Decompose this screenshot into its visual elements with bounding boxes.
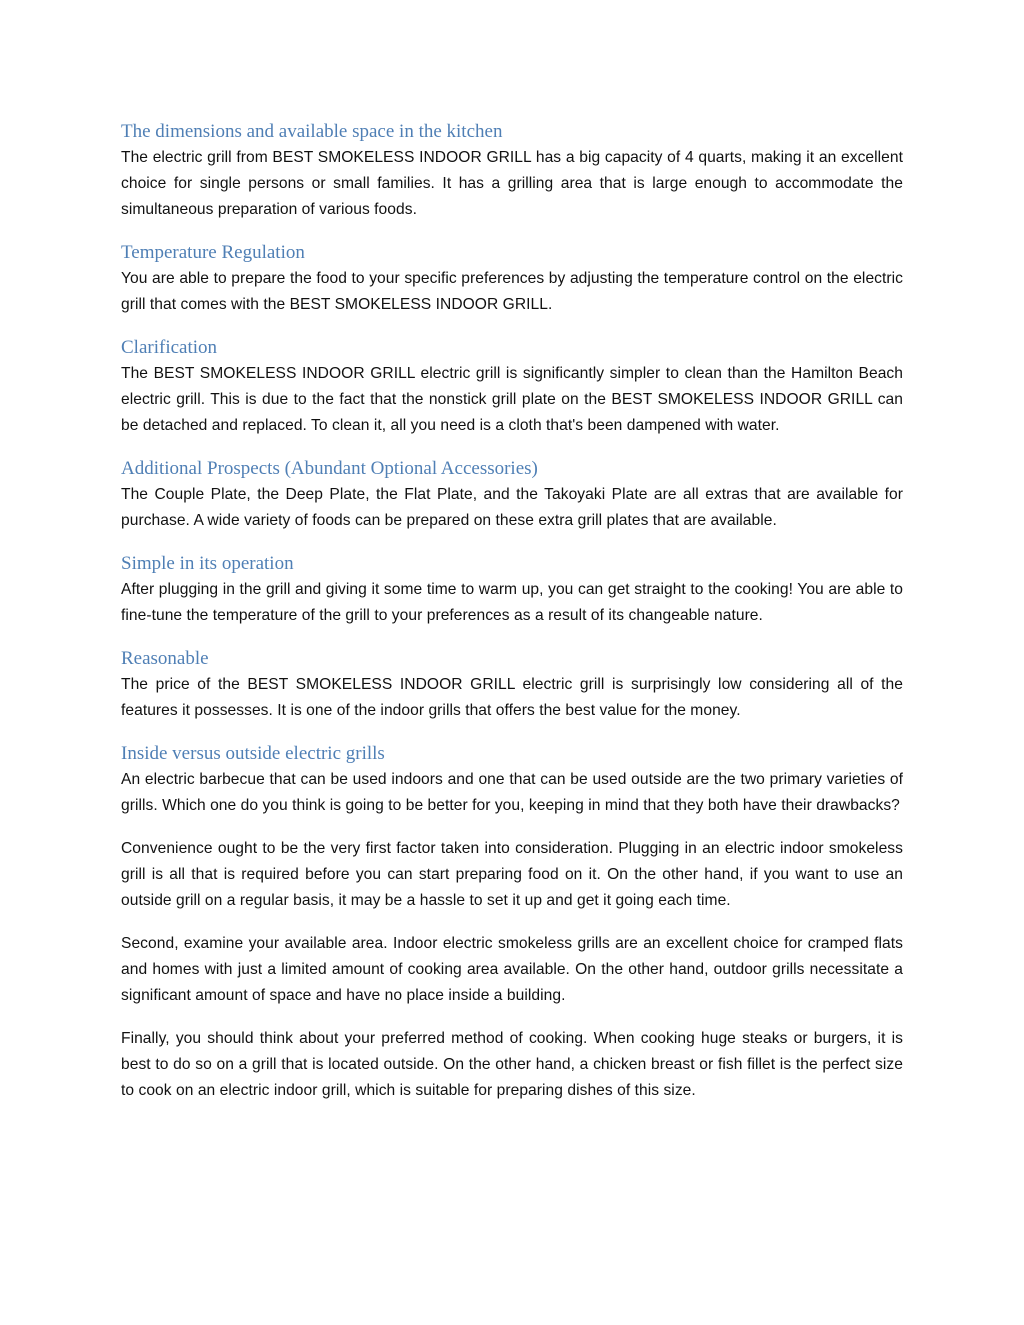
section-paragraph: The electric grill from BEST SMOKELESS INDOOR GRILL has a big capacity of 4 quarts, making it an excellent choice for single persons or small families. It has a grilling area that is large enough to accommodate the simultaneous preparation of various foods. [121,149,903,218]
section-paragraph: After plugging in the grill and giving it some time to warm up, you can get straight to the cooking! You are able to fine-tune the temperature of the grill to your preferences as a result of its changeable nature. [121,581,903,624]
section-paragraph: Convenience ought to be the very first factor taken into consideration. Plugging in an electric indoor smokeless grill is all that is required before you can start preparing food on it. On the other hand, if you want to use an outside grill on a regular basis, it may be a hassle to set it up and get it going each time. [121,840,903,909]
section-paragraph: Finally, you should think about your preferred method of cooking. When cooking huge steaks or burgers, it is best to do so on a grill that is located outside. On the other hand, a chicken breast or fish fillet is the perfect size to cook on an electric indoor grill, which is suitable for preparing dishes of this size. [121,1030,903,1099]
section-paragraph: You are able to prepare the food to your specific preferences by adjusting the temperature control on the electric grill that comes with the BEST SMOKELESS INDOOR GRILL. [121,270,903,313]
section-paragraph: Second, examine your available area. Indoor electric smokeless grills are an excellent choice for cramped flats and homes with just a limited amount of cooking area available. On the other hand, outdoor grills necessitate a significant amount of space and have no place inside a building. [121,935,903,1004]
section-simple-operation [121,551,903,629]
section-heading: Simple in its operation [121,553,294,574]
section-heading: The dimensions and available space in the kitchen [121,121,503,142]
section-temperature-regulation [121,240,903,318]
section-paragraph: An electric barbecue that can be used indoors and one that can be used outside are the two primary varieties of grills. Which one do you think is going to be better for you, keeping in mind that they both have their drawbacks? [121,771,903,814]
section-paragraph: The price of the BEST SMOKELESS INDOOR GRILL electric grill is surprisingly low considering all of the features it possesses. It is one of the indoor grills that offers the best value for the money. [121,676,903,719]
section-inside-vs-outside [121,741,903,1104]
section-heading: Clarification [121,337,218,358]
document-page [121,119,903,1104]
section-kitchen-dimensions [121,119,903,223]
section-heading: Reasonable [121,648,209,669]
section-heading: Additional Prospects (Abundant Optional Accessories) [121,458,538,479]
section-heading: Temperature Regulation [121,242,305,263]
section-heading: Inside versus outside electric grills [121,743,385,764]
section-clarification [121,335,903,439]
section-additional-prospects [121,456,903,534]
section-reasonable [121,646,903,724]
section-paragraph: The BEST SMOKELESS INDOOR GRILL electric grill is significantly simpler to clean than the Hamilton Beach electric grill. This is due to the fact that the nonstick grill plate on the BEST SMOKELESS INDOOR GRILL can be detached and replaced. To clean it, all you need is a cloth that's been dampened with water. [121,365,903,434]
section-paragraph: The Couple Plate, the Deep Plate, the Flat Plate, and the Takoyaki Plate are all extras that are available for purchase. A wide variety of foods can be prepared on these extra grill plates that are available. [121,486,903,529]
